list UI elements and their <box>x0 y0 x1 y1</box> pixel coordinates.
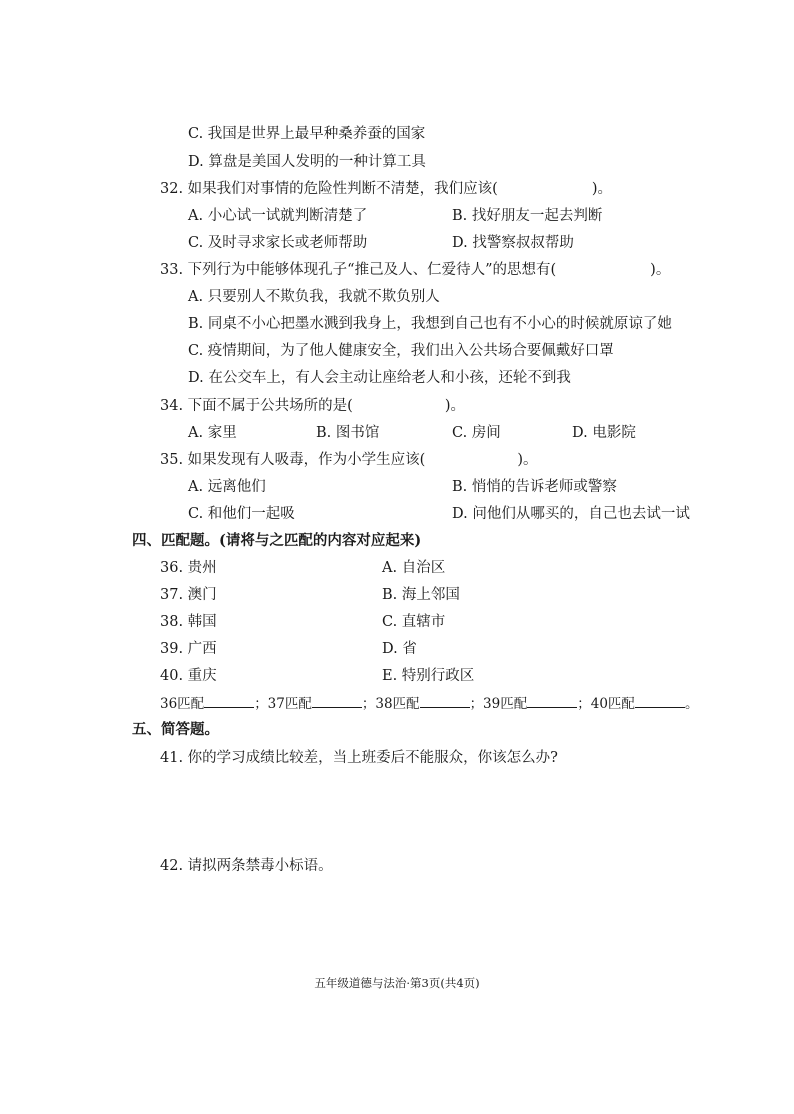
match-item-40: 40. 重庆 <box>160 668 217 684</box>
match-item-39: 39. 广西 <box>160 641 217 657</box>
q33-option-c: C. 疫情期间，为了他人健康安全，我们出入公共场合要佩戴好口罩 <box>188 343 614 359</box>
match-item-38: 38. 韩国 <box>160 614 217 630</box>
match-answer-line <box>160 693 698 714</box>
match-option-a: A. 自治区 <box>382 560 446 576</box>
match-answer-blank-37[interactable] <box>312 693 362 708</box>
q34-option-c: C. 房间 <box>452 425 501 441</box>
match-answer-blank-40[interactable] <box>635 693 685 708</box>
match-answer-blank-36[interactable] <box>204 693 254 708</box>
q33-stem-text: 33. 下列行为中能够体现孔子“推己及人、仁爱待人”的思想有( <box>160 262 557 278</box>
q34-option-a: A. 家里 <box>188 425 237 441</box>
q35-option-c: C. 和他们一起吸 <box>188 506 295 522</box>
q34-option-b: B. 图书馆 <box>316 425 380 441</box>
page-footer: 五年级道德与法治·第3页(共4页) <box>314 976 480 990</box>
q35-stem-text: 35. 如果发现有人吸毒，作为小学生应该( <box>160 452 426 468</box>
match-answer-label-40: ；40匹配 <box>577 696 635 712</box>
q34-stem-text: 34. 下面不属于公共场所的是( <box>160 398 353 414</box>
q33-stem <box>160 260 670 280</box>
section-5-heading: 五、简答题。 <box>132 721 219 738</box>
match-answer-label-38: ；38匹配 <box>361 696 420 712</box>
q33-option-a: A. 只要别人不欺负我，我就不欺负别人 <box>188 289 440 305</box>
q31-option-c: C. 我国是世界上最早种桑养蚕的国家 <box>188 126 426 142</box>
q35-stem-close: )。 <box>517 452 538 468</box>
q42-stem: 42. 请拟两条禁毒小标语。 <box>160 858 333 874</box>
q32-stem-text: 32. 如果我们对事情的危险性判断不清楚，我们应该( <box>160 181 498 197</box>
q32-option-b: B. 找好朋友一起去判断 <box>452 208 603 224</box>
section-4-heading: 四、匹配题。(请将与之匹配的内容对应起来) <box>132 532 422 549</box>
q31-option-d: D. 算盘是美国人发明的一种计算工具 <box>188 154 426 170</box>
q32-option-a: A. 小心试一试就判断清楚了 <box>188 208 368 224</box>
match-answer-label-39: ；39匹配 <box>469 696 528 712</box>
q33-option-b: B. 同桌不小心把墨水溅到我身上，我想到自己也有不小心的时候就原谅了她 <box>188 316 672 332</box>
q32-option-c: C. 及时寻求家长或老师帮助 <box>188 235 368 251</box>
q35-option-d: D. 问他们从哪买的，自己也去试一试 <box>452 506 690 522</box>
q41-answer-area[interactable] <box>160 774 720 848</box>
match-answer-label-36: 36匹配 <box>160 696 205 712</box>
q33-option-d: D. 在公交车上，有人会主动让座给老人和小孩，还轮不到我 <box>188 370 571 386</box>
q32-option-d: D. 找警察叔叔帮助 <box>452 235 574 251</box>
q35-option-a: A. 远离他们 <box>188 479 266 495</box>
q32-stem <box>160 179 612 199</box>
q32-stem-close: )。 <box>591 181 612 197</box>
q34-stem <box>160 396 465 416</box>
match-option-d: D. 省 <box>382 641 417 657</box>
match-answer-blank-38[interactable] <box>420 693 470 708</box>
match-option-b: B. 海上邻国 <box>382 587 460 603</box>
match-answer-blank-39[interactable] <box>527 693 577 708</box>
q35-stem <box>160 450 538 470</box>
q42-answer-area[interactable] <box>160 882 720 962</box>
match-item-36: 36. 贵州 <box>160 560 217 576</box>
q41-stem: 41. 你的学习成绩比较差，当上班委后不能服众，你该怎么办? <box>160 750 558 766</box>
q35-option-b: B. 悄悄的告诉老师或警察 <box>452 479 617 495</box>
match-option-c: C. 直辖市 <box>382 614 446 630</box>
match-answer-label-37: ；37匹配 <box>254 696 312 712</box>
q34-option-d: D. 电影院 <box>572 425 636 441</box>
q33-stem-close: )。 <box>650 262 671 278</box>
q34-stem-close: )。 <box>444 398 465 414</box>
match-option-e: E. 特别行政区 <box>382 668 475 684</box>
match-answer-end: 。 <box>684 696 699 712</box>
match-item-37: 37. 澳门 <box>160 587 217 603</box>
